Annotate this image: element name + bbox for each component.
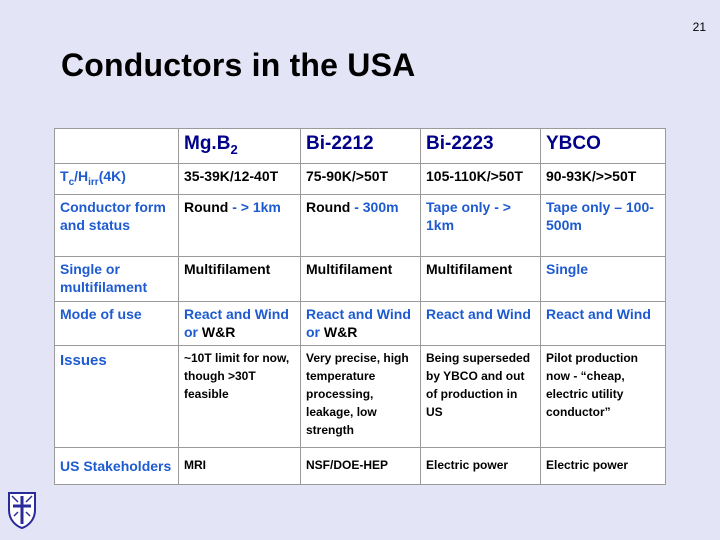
table-row-form <box>55 194 666 256</box>
cell-tc-bi2223: 105-110K/>50T <box>421 163 541 194</box>
cell-issues-bi2212: Very precise, high temperature processing, leakage, low strength <box>301 345 421 447</box>
table-row-filament <box>55 256 666 301</box>
cell-issues-mgb2: ~10T limit for now, though >30T feasible <box>179 345 301 447</box>
header-bi2212: Bi-2212 <box>301 129 421 164</box>
cell-stake-bi2223: Electric power <box>421 447 541 484</box>
header-empty-cell <box>55 129 179 164</box>
cell-form-mgb2: Round - > 1km <box>179 194 301 256</box>
table-row-issues <box>55 345 666 447</box>
cell-stake-bi2212: NSF/DOE-HEP <box>301 447 421 484</box>
row-label-tc: $T_c/H_{irr}(4K)$ <box>55 163 179 194</box>
table-row-stakeholders <box>55 447 666 484</box>
cell-form-bi2223: Tape only - > 1km <box>421 194 541 256</box>
cell-tc-ybco: 90-93K/>>50T <box>541 163 666 194</box>
header-mgb2: $Mg.B_2$ <box>179 129 301 164</box>
cell-filament-bi2223: Multifilament <box>421 256 541 301</box>
cell-stake-ybco: Electric power <box>541 447 666 484</box>
cell-tc-bi2212: 75-90K/>50T <box>301 163 421 194</box>
table-row-tc <box>55 163 666 194</box>
cell-issues-ybco: Pilot production now - “cheap, electric utility conductor” <box>541 345 666 447</box>
cell-stake-mgb2: MRI <box>179 447 301 484</box>
row-label-issues: Issues <box>55 345 179 447</box>
table-row-mode <box>55 301 666 345</box>
header-bi2223: Bi-2223 <box>421 129 541 164</box>
conductor-comparison-table <box>54 128 666 485</box>
slide-title: Conductors in the USA <box>61 47 416 83</box>
cell-filament-bi2212: Multifilament <box>301 256 421 301</box>
cell-mode-ybco: React and Wind <box>541 301 666 345</box>
header-ybco: YBCO <box>541 129 666 164</box>
slide-number: 21 <box>692 20 706 34</box>
cell-mode-mgb2: React and Wind or W&R <box>179 301 301 345</box>
row-label-form: Conductor form and status <box>55 194 179 256</box>
cell-filament-mgb2: Multifilament <box>179 256 301 301</box>
cell-form-bi2212: Round - 300m <box>301 194 421 256</box>
row-label-mode: Mode of use <box>55 301 179 345</box>
cell-form-ybco: Tape only – 100-500m <box>541 194 666 256</box>
crest-logo-icon <box>6 490 38 530</box>
row-label-filament: Single or multifilament <box>55 256 179 301</box>
cell-tc-mgb2: 35-39K/12-40T <box>179 163 301 194</box>
cell-issues-bi2223: Being superseded by YBCO and out of production in US <box>421 345 541 447</box>
cell-mode-bi2212: React and Wind or W&R <box>301 301 421 345</box>
row-label-stakeholders: US Stakeholders <box>55 447 179 484</box>
cell-mode-bi2223: React and Wind <box>421 301 541 345</box>
table-header-row <box>55 129 666 164</box>
cell-filament-ybco: Single <box>541 256 666 301</box>
